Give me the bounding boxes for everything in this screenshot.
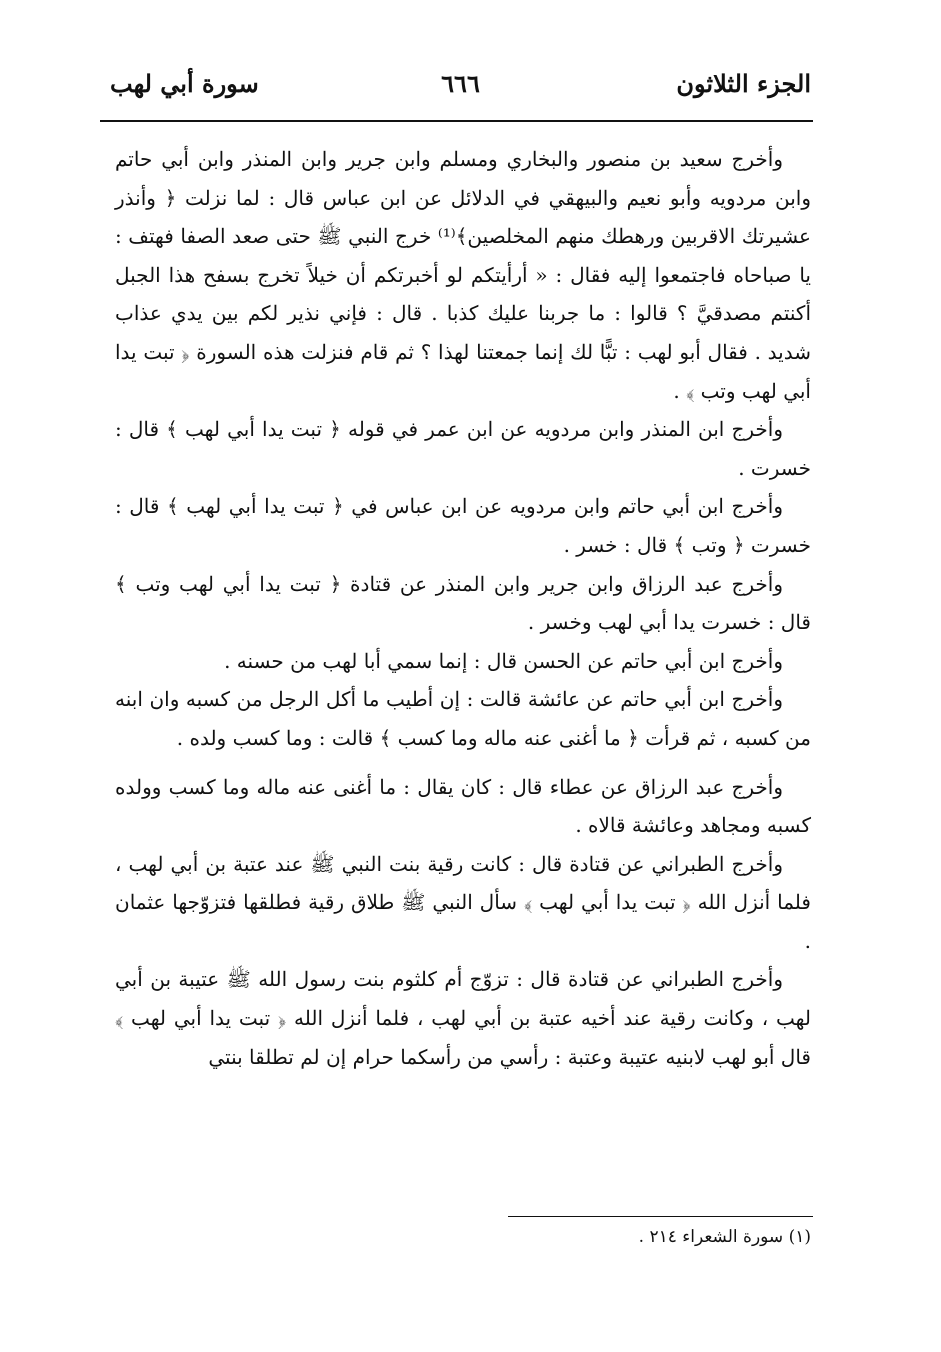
footnote: (١) سورة الشعراء ٢١٤ .	[638, 1227, 811, 1247]
running-head	[110, 62, 811, 112]
paragraph-6: وأخرج ابن أبي حاتم عن عائشة قالت : إن أطيب ما أكل الرجل من كسبه وان ابنه من كسبه ، ثم قرأت ﴿ ما أغنى عنه ماله وما كسب ﴾ قالت : وما كسب ولده .	[115, 687, 811, 750]
header-rule	[100, 120, 813, 122]
page-number: ٦٦٦	[441, 69, 480, 98]
paragraph-7: وأخرج عبد الرزاق عن عطاء قال : كان يقال : ما أغنى عنه ماله وما كسب وولده كسبه ومجاهد وعائشة قالاه .	[115, 774, 811, 838]
body-text	[115, 140, 811, 1076]
paragraph-5: وأخرج ابن أبي حاتم عن الحسن قال : إنما سمي أبا لهب من حسنه .	[224, 648, 783, 673]
paragraph-2: وأخرج ابن المنذر وابن مردويه عن ابن عمر في قوله ﴿ تبت يدا أبي لهب ﴾ قال : خسرت .	[115, 417, 811, 480]
footnote-rule	[508, 1216, 813, 1217]
paragraph-4: وأخرج عبد الرزاق وابن جرير وابن المنذر عن قتادة ﴿ تبت يدا أبي لهب وتب ﴾ قال : خسرت يدا أبي لهب وخسر .	[115, 571, 811, 635]
paragraph-3: وأخرج ابن أبي حاتم وابن مردويه عن ابن عباس في ﴿ تبت يدا أبي لهب ﴾ قال : خسرت ﴿ وتب ﴾ قال : خسر .	[115, 494, 811, 557]
surah-title: سورة أبي لهب	[110, 69, 259, 98]
part-title: الجزء الثلاثون	[676, 69, 811, 98]
paragraph-8: وأخرج الطبراني عن قتادة قال : كانت رقية بنت النبي ﷺ عند عتبة بن أبي لهب ، فلما أنزل الله ﴿ تبت يدا أبي لهب ﴾ سأل النبي ﷺ طلاق رقية فطلقها فتزوّجها عثمان .	[115, 851, 811, 953]
paragraph-1: وأخرج سعيد بن منصور والبخاري ومسلم وابن جرير وابن المنذر وابن أبي حاتم وابن مردويه وأبو نعيم والبيهقي في الدلائل عن ابن عباس قال : لما نزلت ﴿ وأنذر عشيرتك الاقربين ورهطك منهم المخلصين﴾⁽¹⁾ خرج النبي ﷺ حتى صعد الصفا فهتف : يا صباحاه فاجتمعوا إليه فقال : « أرأيتكم لو أخبرتكم أن خيلاً تخرج بسفح هذا الجبل أكنتم مصدقيَّ ؟ قالوا : ما جربنا عليك كذبا . قال : فإني نذير لكم بين يدي عذاب شديد . فقال أبو لهب : تبًّا لك إنما جمعتنا لهذا ؟ ثم قام فنزلت هذه السورة ﴿ تبت يدا أبي لهب وتب ﴾ .	[115, 147, 812, 403]
paragraph-9: وأخرج الطبراني عن قتادة قال : تزوّج أم كلثوم بنت رسول الله ﷺ عتيبة بن أبي لهب ، وكانت رقية عند أخيه عتبة بن أبي لهب ، فلما أنزل الله ﴿ تبت يدا أبي لهب ﴾ قال أبو لهب لابنيه عتيبة وعتبة : رأسي من رأسكما حرام إن لم تطلقا بنتي	[115, 967, 811, 1069]
